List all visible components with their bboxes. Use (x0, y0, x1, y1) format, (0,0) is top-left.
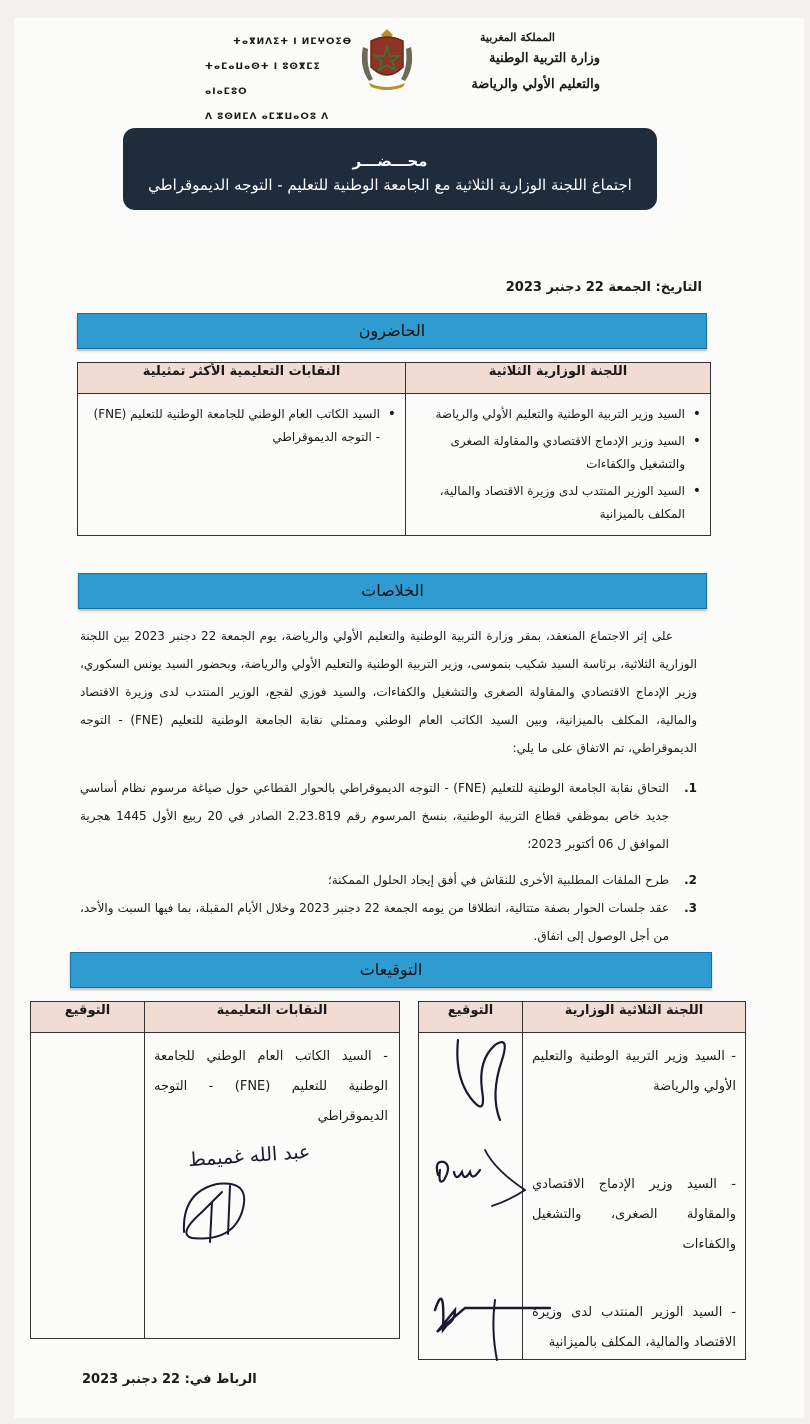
tifinagh-line-2: ⵜⴰⵎⴰⵡⴰⵙⵜ ⵏ ⵓⵙⴳⵎⵉ ⴰⵏⴰⵎⵓⵔ (205, 62, 321, 97)
item-number: 1. (684, 781, 697, 795)
item-number: 2. (684, 873, 697, 887)
tifinagh-line-3: ⴷ ⵓⵙⵍⵎⴷ ⴰⵎⵣⵡⴰⵔⵓ ⴷ (205, 112, 330, 122)
signatory-entry: - السيد وزير التربية الوطنية والتعليم الأولي والرياضة (532, 1049, 736, 1094)
agreement-item (80, 774, 697, 858)
ministry-committee-header: اللجنة الوزارية الثلاثية (406, 363, 711, 394)
attendee-item: • السيد الوزير المنتدب لدى وزيرة الاقتصاد والمالية، المكلف بالميزانية (415, 480, 685, 526)
item-text: طرح الملفات المطلبية الأخرى للنقاش في أفق إيجاد الحلول الممكنة؛ (327, 873, 669, 887)
minister-inclusion-signature-icon (430, 1140, 530, 1210)
ministry-attendees-cell (406, 394, 711, 536)
union-attendees-cell (78, 394, 406, 536)
signatory-entry: - السيد الكاتب العام الوطني للجامعة الوطنية للتعليم (FNE) - التوجه الديموقراطي (154, 1049, 389, 1124)
attendee-item: • السيد الكاتب العام الوطني للجامعة الوطنية للتعليم (FNE) - التوجه الديموقراطي (87, 403, 380, 449)
item-number: 3. (684, 901, 697, 915)
signature-header: التوقيع (31, 1002, 145, 1033)
ministry-line-2: والتعليم الأولي والرياضة (471, 77, 600, 92)
conclusions-intro: على إثر الاجتماع المنعقد، بمقر وزارة التربية الوطنية والتعليم الأولي والرياضة، يوم الجمعة 22 دجنبر 2023 بين اللجنة الوزارية الثلاثية، برئاسة السيد شكيب بنموسى، وزير التربية الوطنية والتعليم الأولي والرياضة، وبحضور السيد يونس السكوري، وزير الإدماج الاقتصادي والمقاولة الصغرى والتشغيل والكفاءات، والسيد فوزي لقجع، الوزير المنتدب لدى وزيرة الاقتصاد والمالية، المكلف بالميزانية، وبين السيد الكاتب العام الوطني وممثلي نقابة الجامعة الوطنية للتعليم (FNE) - التوجه الديموقراطي، تم الاتفاق على ما يلي: (80, 629, 697, 755)
ministry-header-arabic (410, 30, 600, 98)
item-text: عقد جلسات الحوار بصفة متتالية، انطلاقا من يومه الجمعة 22 دجنبر 2023 وخلال الأيام المقبلة، بما فيها السبت والأحد، من أجل الوصول إلى اتفاق. (80, 901, 669, 943)
handwritten-name-text: عبد الله غميمط (187, 1140, 311, 1172)
minister-education-signature-icon (440, 1020, 525, 1125)
agreement-list (80, 774, 697, 950)
union-signature-table (30, 1001, 400, 1339)
meeting-date: التاريخ: الجمعة 22 دجنبر 2023 (505, 280, 702, 295)
coat-of-arms-icon (357, 27, 417, 93)
conclusions-body (80, 622, 697, 950)
union-secretary-signature-icon (172, 1172, 272, 1247)
signatures-band: التوقيعات (70, 952, 712, 988)
document-type-label: محـــضـــر (352, 152, 428, 170)
title-banner (123, 128, 657, 210)
item-text: التحاق نقابة الجامعة الوطنية للتعليم (FNE) - التوجه الديموقراطي بالحوار القطاعي حول صياغة مرسوم نظام أساسي جديد خاص بموظفي قطاع التربية الوطنية، بنسخ المرسوم رقم 2.23.819 الصادر في 20 ربيع الأول 1445 هجرية الموافق ل 06 أكتوبر 2023؛ (80, 781, 669, 851)
signature-header: التوقيع (419, 1002, 523, 1033)
agreement-item (80, 866, 697, 894)
attendees-band: الحاضرون (77, 313, 707, 349)
attendees-table (77, 362, 711, 536)
signatory-entry: - السيد وزير الإدماج الاقتصادي والمقاولة الصغرى، والتشغيل والكفاءات (532, 1177, 736, 1252)
kingdom-line: المملكة المغربية (480, 31, 555, 44)
ministry-line: وزارة التربية الوطنية (489, 51, 600, 66)
union-signature-cell (31, 1033, 145, 1339)
attendee-item: • السيد وزير الإدماج الاقتصادي والمقاولة الصغرى والتشغيل والكفاءات (415, 430, 685, 476)
unions-header: النقابات التعليمية الأكثر تمثيلية (78, 363, 406, 394)
ministry-signatories-cell (523, 1033, 746, 1360)
unions-header: النقابات التعليمية (145, 1002, 400, 1033)
signatory-entry: - السيد الوزير المنتدب لدى وزيرة الاقتصاد والمالية، المكلف بالميزانية (532, 1305, 736, 1350)
tifinagh-line-1: ⵜⴰⴳⵍⴷⵉⵜ ⵏ ⵍⵎⵖⵔⵉⴱ (233, 37, 353, 47)
minister-budget-signature-icon (425, 1270, 555, 1365)
ministry-committee-header: اللجنة الثلاثية الوزارية (523, 1002, 746, 1033)
footer-place-date: الرباط في: 22 دجنبر 2023 (82, 1372, 257, 1387)
conclusions-band: الخلاصات (78, 573, 707, 609)
attendee-item: • السيد وزير التربية الوطنية والتعليم الأولي والرياضة (415, 403, 685, 426)
meeting-subject: اجتماع اللجنة الوزارية الثلاثية مع الجامعة الوطنية للتعليم - التوجه الديموقراطي (148, 176, 632, 194)
agreement-item (80, 894, 697, 950)
